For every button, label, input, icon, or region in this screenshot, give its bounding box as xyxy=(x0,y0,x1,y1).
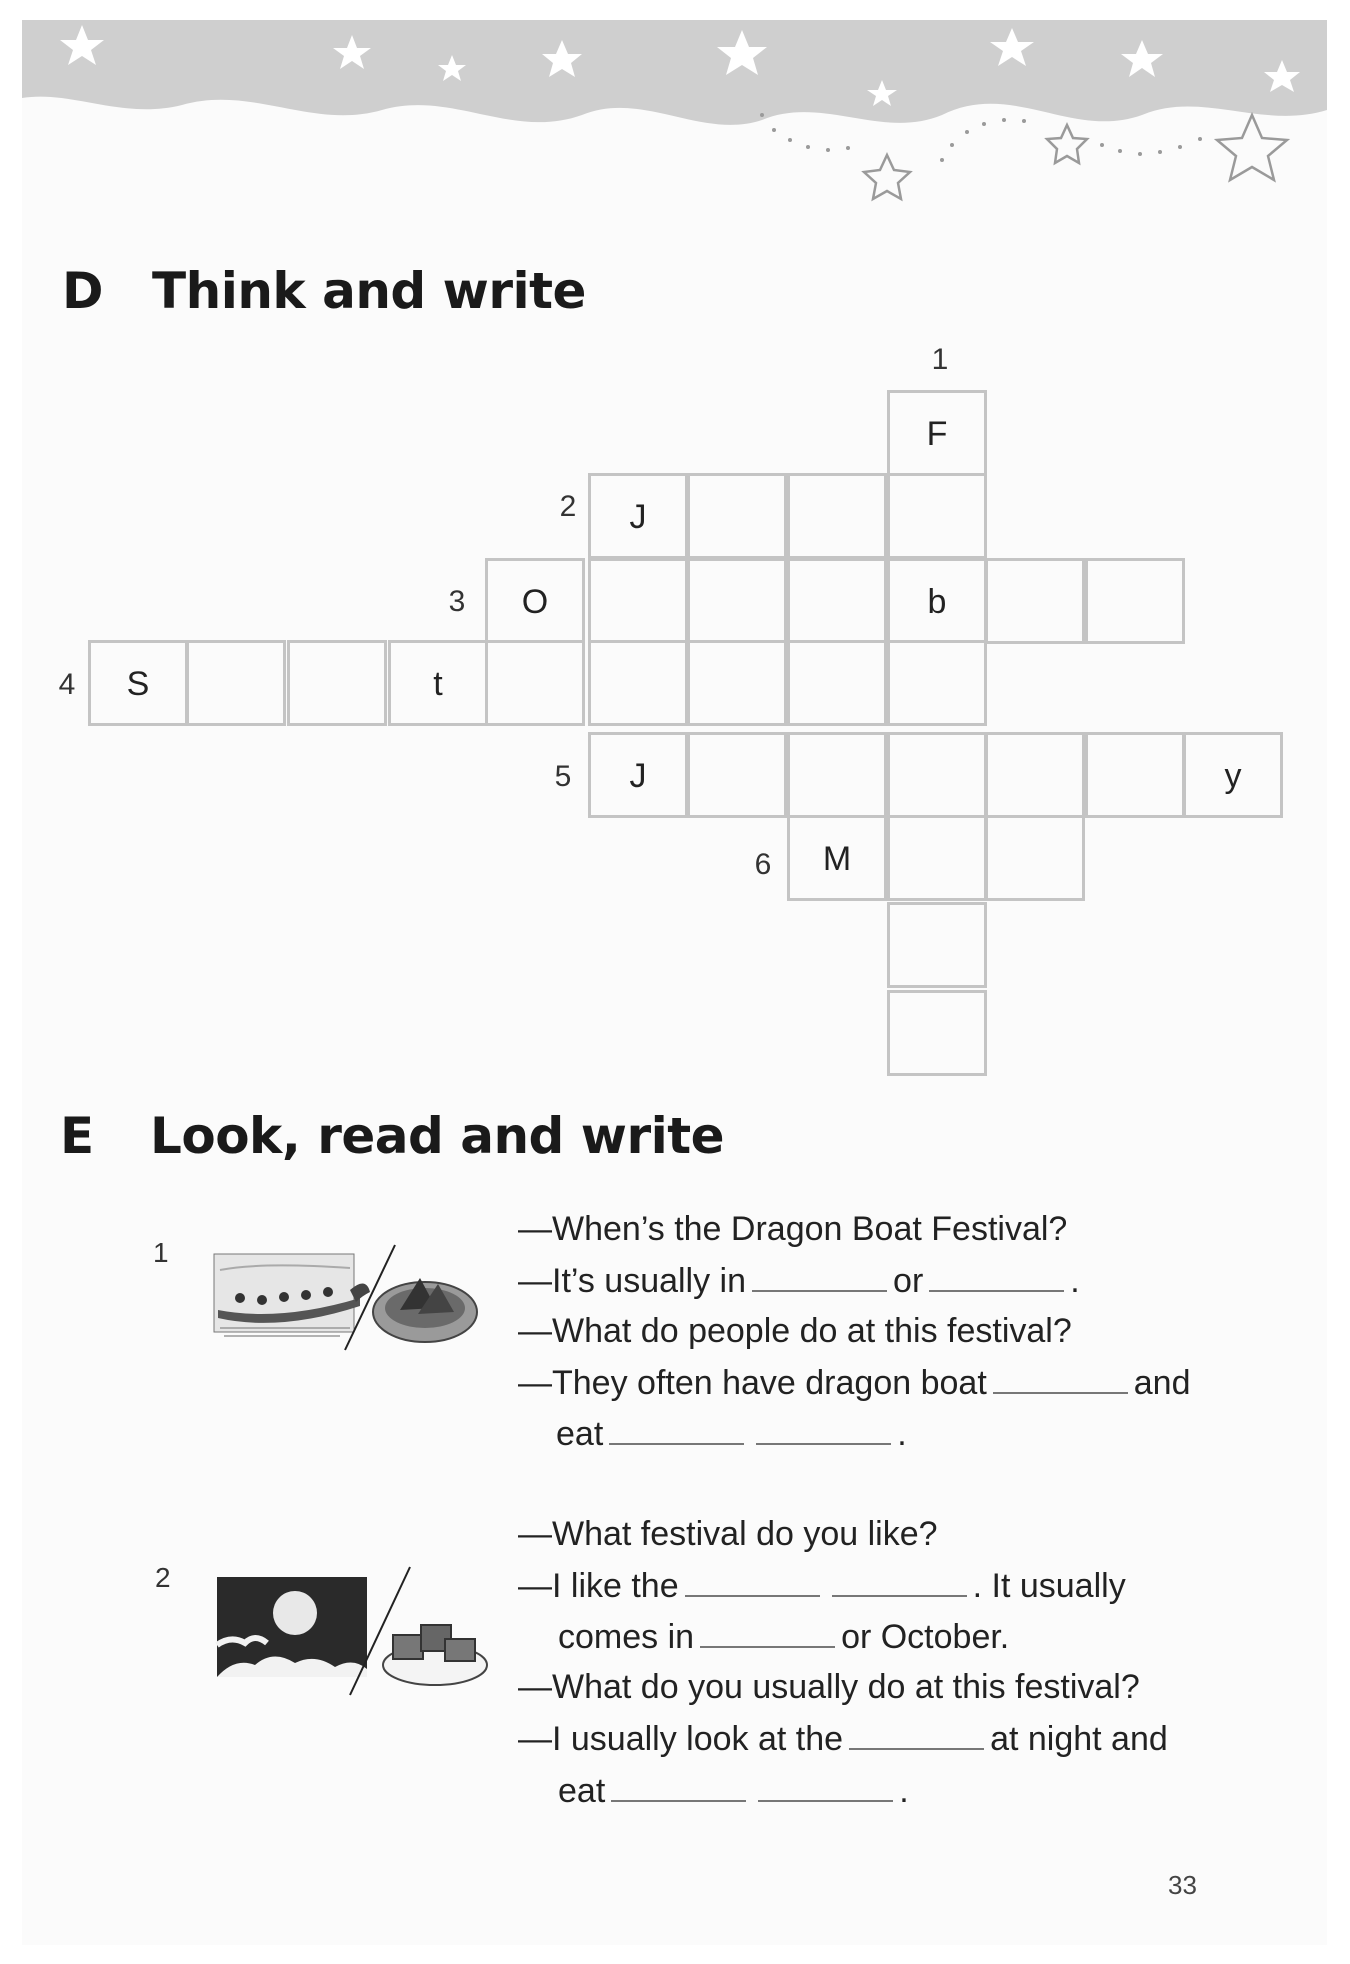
section-d-title xyxy=(62,262,586,320)
clue-number: 6 xyxy=(754,848,772,881)
answer-blank[interactable] xyxy=(756,1413,891,1445)
crossword-cell[interactable] xyxy=(985,558,1085,644)
clue-number: 5 xyxy=(554,760,572,793)
given-letter: F xyxy=(926,415,948,453)
clue-number: 1 xyxy=(931,343,949,376)
mooncake-plate-icon xyxy=(383,1625,487,1685)
dialogue-text: —They often have dragon boat xyxy=(518,1364,987,1402)
crossword-cell[interactable] xyxy=(887,902,987,988)
crossword-cell[interactable] xyxy=(588,640,688,726)
dialogue-text: at night and xyxy=(990,1720,1168,1758)
section-e-heading: Look, read and write xyxy=(150,1107,725,1165)
crossword-cell[interactable] xyxy=(1085,732,1185,818)
crossword-cell[interactable] xyxy=(887,473,987,559)
dialogue-text: eat xyxy=(556,1415,604,1453)
dialogue-line xyxy=(518,1260,1080,1301)
clue-number: 4 xyxy=(58,668,76,701)
crossword-cell[interactable] xyxy=(887,990,987,1076)
crossword-cell[interactable] xyxy=(388,640,488,726)
crossword-cell[interactable] xyxy=(485,640,585,726)
exercise-number: 1 xyxy=(153,1237,169,1268)
answer-blank[interactable] xyxy=(832,1565,967,1597)
dialogue-text: —I usually look at the xyxy=(518,1720,844,1758)
dialogue-text: —It’s usually in xyxy=(518,1262,747,1300)
exercise-1-picture xyxy=(210,1240,480,1355)
crossword-cell[interactable] xyxy=(787,558,887,644)
given-letter: y xyxy=(1224,757,1242,795)
exercise-number: 2 xyxy=(155,1562,171,1593)
dialogue-line xyxy=(518,1718,1168,1759)
given-letter: O xyxy=(521,583,549,621)
page-number: 33 xyxy=(1168,1870,1197,1900)
crossword-cell[interactable] xyxy=(687,473,787,559)
crossword-cell[interactable] xyxy=(588,473,688,559)
clue-number: 3 xyxy=(448,585,466,618)
answer-blank[interactable] xyxy=(929,1260,1064,1292)
dialogue-line: —When’s the Dragon Boat Festival? xyxy=(518,1210,1068,1248)
crossword-cell[interactable] xyxy=(985,732,1085,818)
crossword-cell[interactable] xyxy=(887,815,987,901)
answer-blank[interactable] xyxy=(758,1770,893,1802)
dialogue-text: . xyxy=(897,1415,907,1453)
given-letter: M xyxy=(822,840,852,878)
dialogue-line: —What festival do you like? xyxy=(518,1515,938,1553)
banner-dotted-trails xyxy=(760,113,1202,162)
answer-blank[interactable] xyxy=(700,1616,835,1648)
dialogue-line xyxy=(556,1413,907,1454)
answer-blank[interactable] xyxy=(685,1565,820,1597)
given-letter: b xyxy=(927,583,947,621)
crossword-cell[interactable] xyxy=(687,558,787,644)
given-letter: S xyxy=(126,665,150,703)
crossword-cell[interactable] xyxy=(588,732,688,818)
star-banner xyxy=(22,20,1327,220)
dialogue-line: —What do people do at this festival? xyxy=(518,1312,1072,1350)
section-d-letter: D xyxy=(62,262,104,320)
given-letter: J xyxy=(629,757,647,795)
crossword-cell[interactable] xyxy=(787,815,887,901)
crossword-cell[interactable] xyxy=(687,640,787,726)
dialogue-text: . xyxy=(1070,1262,1080,1300)
section-e-title xyxy=(60,1107,724,1165)
answer-blank[interactable] xyxy=(752,1260,887,1292)
dragon-boat-race-icon xyxy=(214,1254,370,1336)
exercise-2-picture xyxy=(215,1565,490,1700)
banner-outline-stars xyxy=(864,115,1287,199)
crossword-cell[interactable] xyxy=(88,640,188,726)
dialogue-line xyxy=(518,1362,1191,1403)
crossword-cell[interactable] xyxy=(687,732,787,818)
dialogue-text: . It usually xyxy=(972,1567,1126,1605)
dialogue-line xyxy=(558,1770,909,1811)
dialogue-text: comes in xyxy=(558,1618,695,1656)
given-letter: t xyxy=(433,665,443,703)
clue-number: 2 xyxy=(559,490,577,523)
answer-blank[interactable] xyxy=(849,1718,984,1750)
crossword-cell[interactable] xyxy=(787,473,887,559)
section-d-heading: Think and write xyxy=(152,262,586,320)
crossword-cell[interactable] xyxy=(1085,558,1185,644)
crossword-cell[interactable] xyxy=(887,640,987,726)
crossword-cell[interactable] xyxy=(485,558,585,644)
dialogue-line xyxy=(518,1565,1126,1606)
section-e-letter: E xyxy=(60,1107,94,1165)
dialogue-text: and xyxy=(1133,1364,1191,1402)
dialogue-line: —What do you usually do at this festival? xyxy=(518,1668,1140,1706)
crossword-cell[interactable] xyxy=(887,390,987,476)
dialogue-text: eat xyxy=(558,1772,606,1810)
crossword-cell[interactable] xyxy=(985,815,1085,901)
dialogue-text: or October. xyxy=(841,1618,1010,1656)
crossword-cell[interactable] xyxy=(1183,732,1283,818)
answer-blank[interactable] xyxy=(611,1770,746,1802)
given-letter: J xyxy=(629,498,647,536)
crossword-cell[interactable] xyxy=(287,640,387,726)
zongzi-plate-icon xyxy=(373,1278,477,1342)
answer-blank[interactable] xyxy=(609,1413,744,1445)
dialogue-line xyxy=(558,1616,1009,1657)
dialogue-text: or xyxy=(893,1262,924,1300)
crossword-cell[interactable] xyxy=(887,558,987,644)
crossword-cell[interactable] xyxy=(186,640,286,726)
answer-blank[interactable] xyxy=(993,1362,1128,1394)
crossword-cell[interactable] xyxy=(588,558,688,644)
dialogue-text: —I like the xyxy=(518,1567,679,1605)
dialogue-text: . xyxy=(899,1772,909,1810)
crossword-cell[interactable] xyxy=(787,732,887,818)
full-moon-night-icon xyxy=(217,1577,367,1677)
crossword-cell[interactable] xyxy=(887,732,987,818)
crossword-cell[interactable] xyxy=(787,640,887,726)
